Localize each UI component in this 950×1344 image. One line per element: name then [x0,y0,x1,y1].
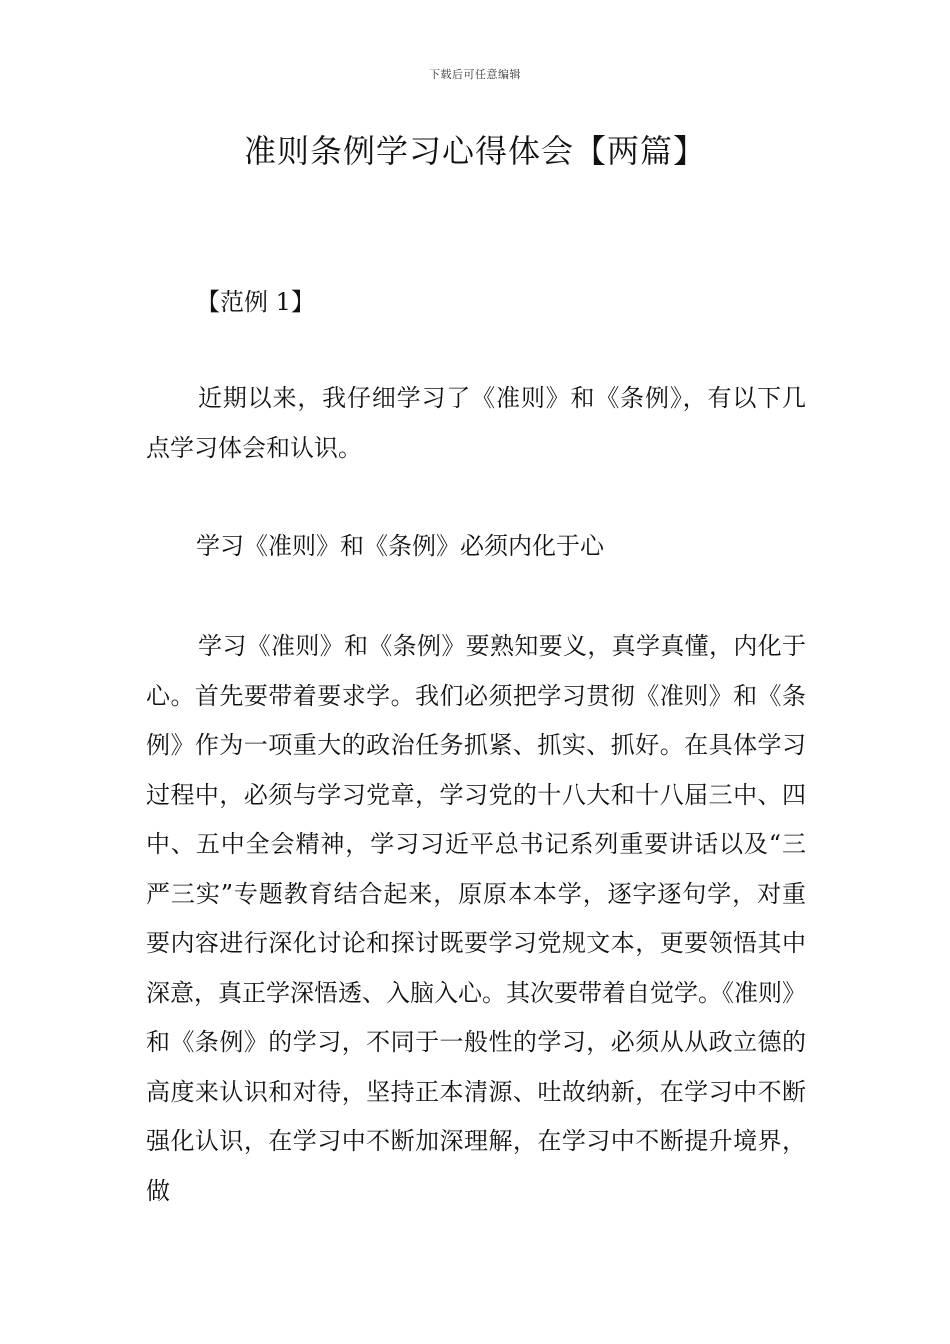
section-label: 【范例 1】 [196,288,315,316]
paragraph-body: 学习《准则》和《条例》要熟知要义，真学真懂，内化于心。首先要带着要求学。我们必须把学习贯彻《准则》和《条例》作为一项重大的政治任务抓紧、抓实、抓好。在具体学习过程中，必须与学习党章，学习党的十八大和十八届三中、四中、五中全会精神，学习习近平总书记系列重要讲话以及“三严三实”专题教育结合起来，原原本本学，逐字逐句学，对重要内容进行深化讨论和探讨既要学习党规文本，更要领悟其中深意，真正学深悟透、入脑入心。其次要带着自觉学。《准则》和《条例》的学习，不同于一般性的学习，必须从从政立德的高度来认识和对待，坚持正本清源、吐故纳新，在学习中不断强化认识，在学习中不断加深理解，在学习中不断提升境界，做 [146,632,806,1205]
section-subheading: 学习《准则》和《条例》必须内化于心 [196,532,604,560]
header-note: 下载后可任意编辑 [429,68,521,81]
paragraph-intro: 近期以来，我仔细学习了《准则》和《条例》，有以下几点学习体会和认识。 [146,384,806,462]
document-title: 准则条例学习心得体会【两篇】 [243,132,706,170]
